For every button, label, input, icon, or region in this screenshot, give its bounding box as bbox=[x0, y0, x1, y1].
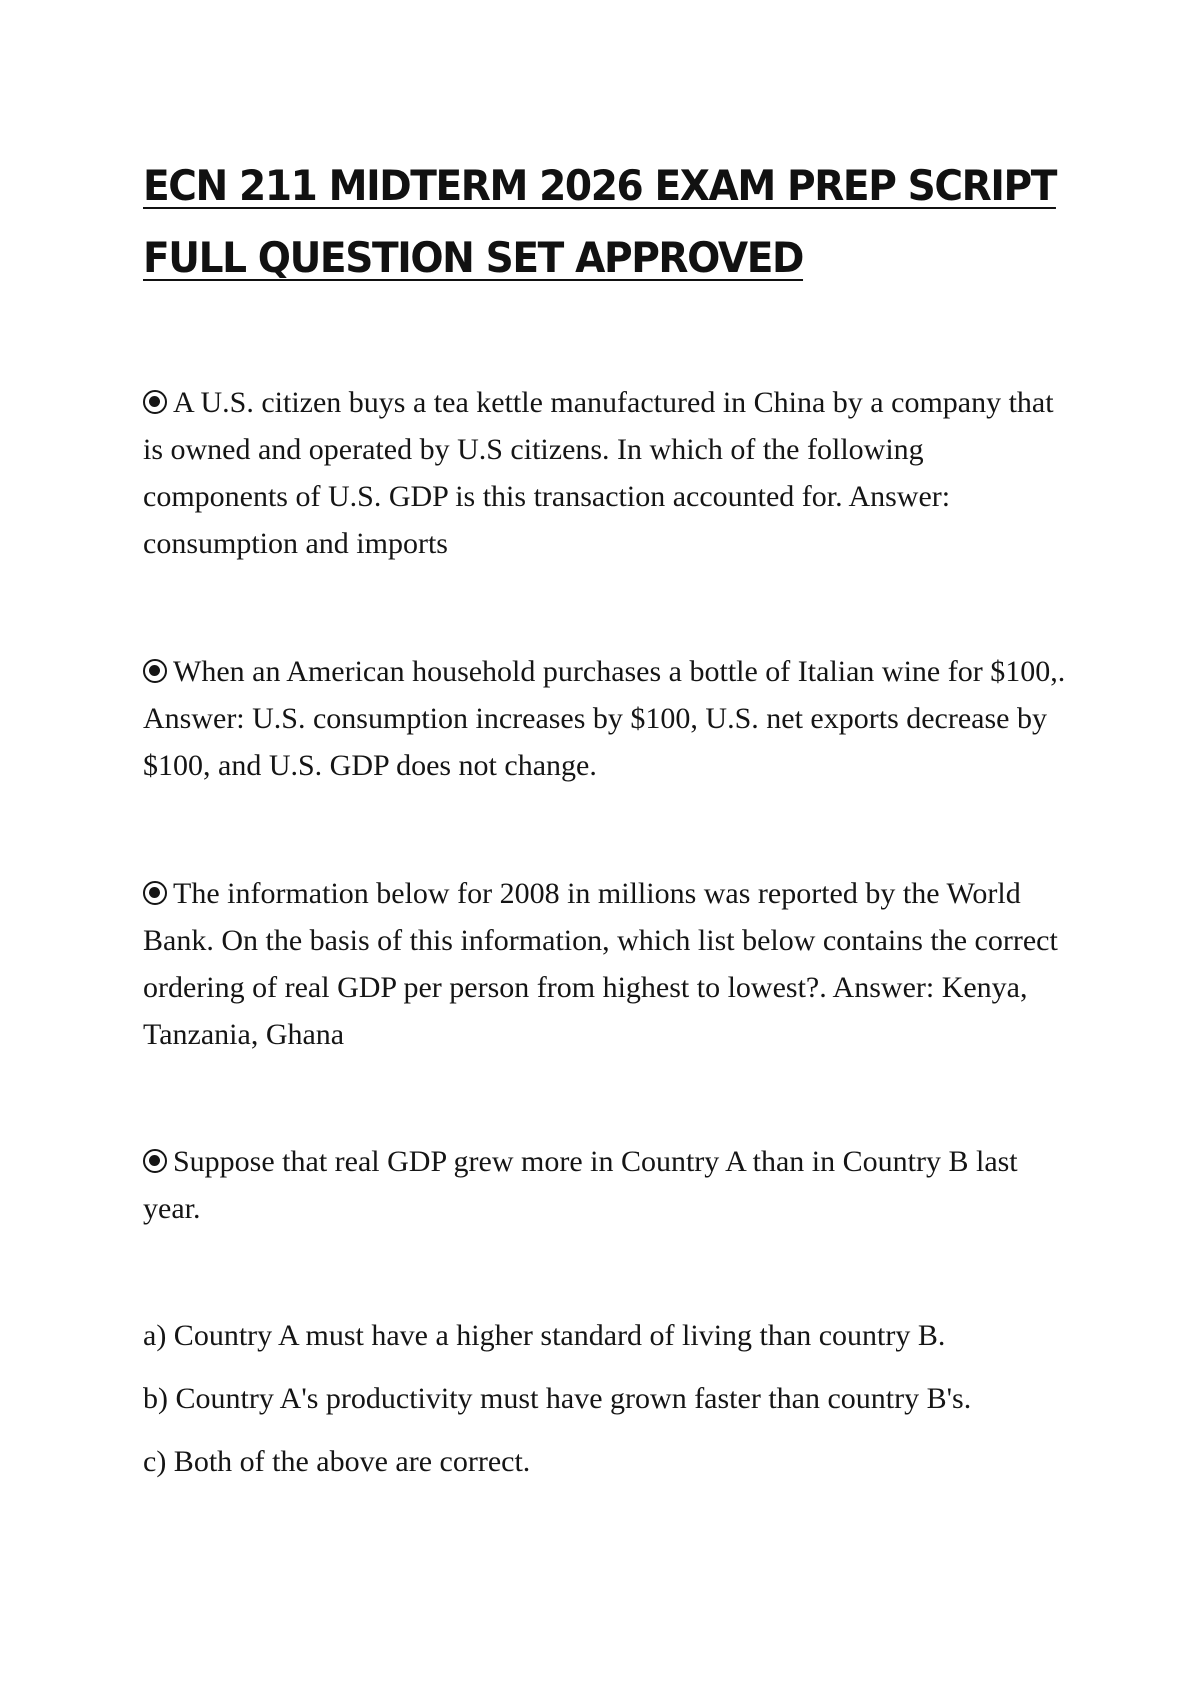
answer-option-b: b) Country A's productivity must have grown faster than country B's. bbox=[143, 1382, 972, 1415]
question-2 bbox=[143, 648, 1068, 789]
radio-bullet-icon bbox=[143, 881, 167, 905]
radio-bullet-icon bbox=[143, 659, 167, 683]
title-line-1: ECN 211 MIDTERM 2026 EXAM PREP SCRIPT bbox=[143, 161, 1056, 210]
answer-option-a: a) Country A must have a higher standard of living than country B. bbox=[143, 1319, 946, 1352]
radio-bullet-icon bbox=[143, 390, 167, 414]
answer-options-list bbox=[143, 1312, 1103, 1501]
question-3-text: The information below for 2008 in millions was reported by the World Bank. On the basis of this information, which list below contains the correct ordering of real GDP per person from highest to lowest?. Answer: Kenya, Tanzania, Ghana bbox=[143, 877, 1058, 1051]
title-line-2: FULL QUESTION SET APPROVED bbox=[143, 233, 804, 282]
question-4-text: Suppose that real GDP grew more in Country A than in Country B last year. bbox=[143, 1145, 1018, 1225]
question-1 bbox=[143, 379, 1068, 567]
document-title bbox=[143, 150, 1083, 294]
question-1-text: A U.S. citizen buys a tea kettle manufactured in China by a company that is owned and operated by U.S citizens. In which of the following components of U.S. GDP is this transaction accounted for. Answer: consumption and imports bbox=[143, 386, 1054, 560]
question-4 bbox=[143, 1138, 1068, 1232]
question-3 bbox=[143, 870, 1068, 1058]
answer-option-c: c) Both of the above are correct. bbox=[143, 1445, 531, 1478]
radio-bullet-icon bbox=[143, 1149, 167, 1173]
question-2-text: When an American household purchases a bottle of Italian wine for $100,. Answer: U.S. consumption increases by $100, U.S. net exports decrease by $100, and U.S. GDP does not change. bbox=[143, 655, 1066, 782]
